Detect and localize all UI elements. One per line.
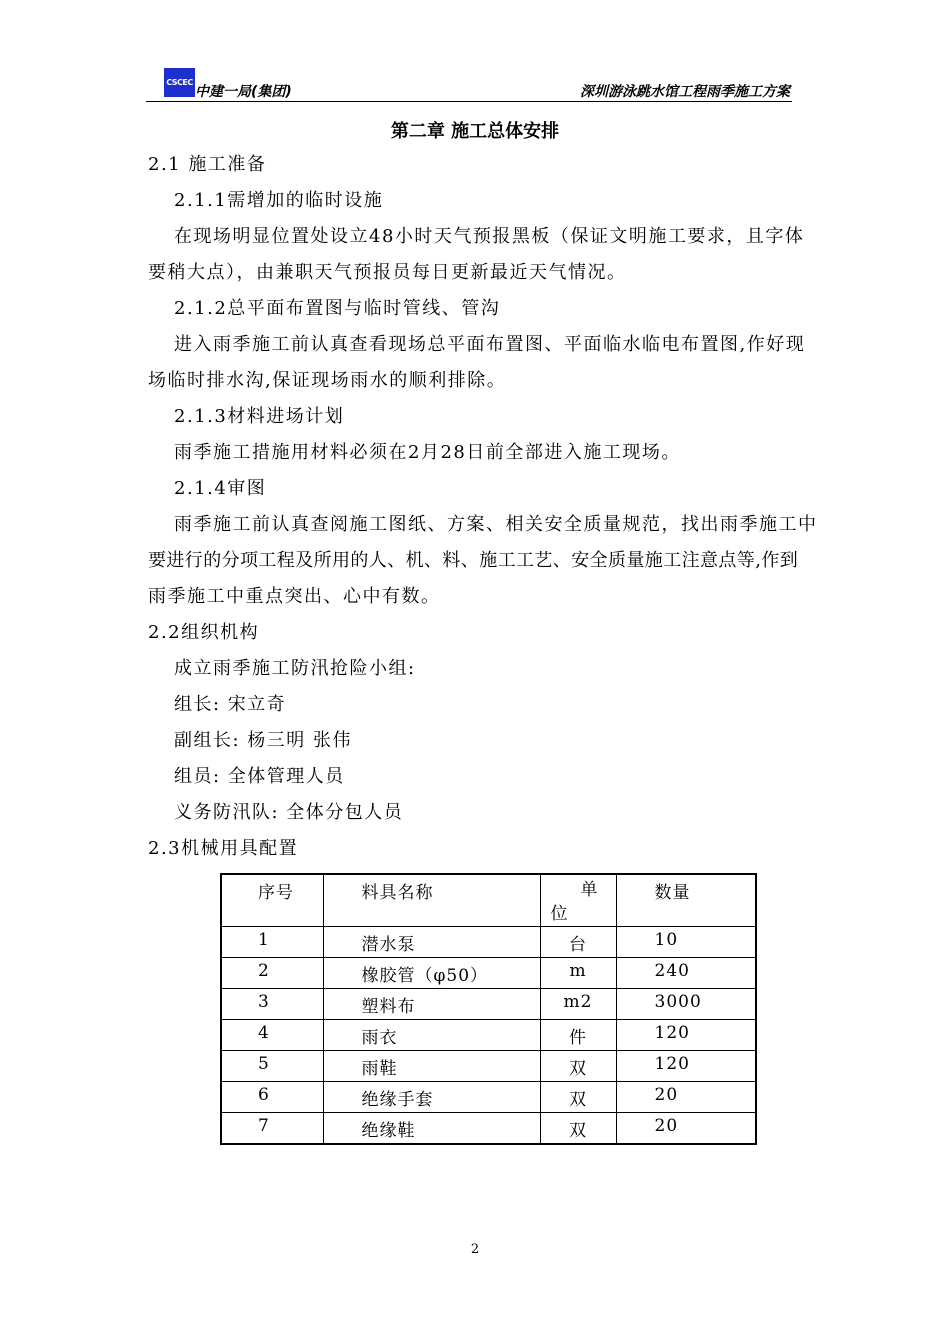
header-name: 料具名称 (323, 874, 540, 927)
paragraph-line: 雨季施工中重点突出、心中有数。 (148, 586, 441, 607)
company-logo: CSCEC (164, 68, 195, 97)
section-heading: 2.1 施工准备 (148, 154, 267, 175)
paragraph-line: 雨季施工措施用材料必须在2月28日前全部进入施工现场。 (174, 442, 681, 463)
paragraph-line: 在现场明显位置处设立48小时天气预报黑板（保证文明施工要求，且字体 (174, 226, 805, 247)
paragraph-line: 要稍大点），由兼职天气预报员每日更新最近天气情况。 (148, 262, 627, 283)
paragraph-line: 场临时排水沟,保证现场雨水的顺利排除。 (148, 370, 507, 391)
table-row (221, 958, 756, 989)
cell-name: 绝缘鞋 (323, 1113, 540, 1144)
header-unit (540, 874, 616, 927)
cell-name: 橡胶管（φ50） (323, 958, 540, 989)
table-row (221, 1113, 756, 1144)
subsection-heading: 2.1.2总平面布置图与临时管线、管沟 (174, 298, 501, 319)
cell-unit: m2 (540, 989, 616, 1020)
cell-qty: 20 (616, 1113, 756, 1144)
paragraph-line: 组员: 全体管理人员 (174, 766, 345, 787)
cell-unit: 双 (540, 1051, 616, 1082)
equipment-table (220, 873, 757, 1145)
header-unit-line2: 位 (550, 904, 569, 924)
subsection-heading: 2.1.4审图 (174, 478, 267, 499)
table-header-row (221, 874, 756, 927)
cell-no: 4 (221, 1020, 323, 1051)
cell-qty: 240 (616, 958, 756, 989)
header-qty: 数量 (616, 874, 756, 927)
cell-unit: 件 (540, 1020, 616, 1051)
cell-name: 潜水泵 (323, 927, 540, 958)
paragraph-line: 雨季施工前认真查阅施工图纸、方案、相关安全质量规范，找出雨季施工中 (174, 514, 818, 535)
page-header (146, 66, 792, 102)
table-row (221, 989, 756, 1020)
cell-no: 1 (221, 927, 323, 958)
paragraph-line: 组长: 宋立奇 (174, 694, 287, 715)
section-heading: 2.2组织机构 (148, 622, 260, 643)
cell-no: 5 (221, 1051, 323, 1082)
paragraph-line: 义务防汛队: 全体分包人员 (174, 802, 404, 823)
project-title: 深圳游泳跳水馆工程雨季施工方案 (580, 84, 790, 100)
paragraph-line: 副组长: 杨三明 张伟 (174, 730, 353, 751)
cell-qty: 10 (616, 927, 756, 958)
cell-unit: 双 (540, 1082, 616, 1113)
paragraph-line: 进入雨季施工前认真查看现场总平面布置图、平面临水临电布置图,作好现 (174, 334, 806, 355)
page-number: 2 (470, 1242, 480, 1257)
cell-qty: 120 (616, 1020, 756, 1051)
subsection-heading: 2.1.1需增加的临时设施 (174, 190, 384, 211)
cell-qty: 20 (616, 1082, 756, 1113)
header-unit-line1: 单 (580, 880, 599, 900)
table-row (221, 1051, 756, 1082)
table-row (221, 927, 756, 958)
paragraph-line: 要进行的分项工程及所用的人、机、料、施工工艺、安全质量施工注意点等,作到 (148, 550, 799, 571)
cell-qty: 3000 (616, 989, 756, 1020)
cell-unit: 台 (540, 927, 616, 958)
paragraph-line: 成立雨季施工防汛抢险小组: (174, 658, 416, 679)
table-row (221, 1020, 756, 1051)
cell-name: 塑料布 (323, 989, 540, 1020)
cell-unit: m (540, 958, 616, 989)
cell-no: 2 (221, 958, 323, 989)
cell-no: 6 (221, 1082, 323, 1113)
cell-no: 7 (221, 1113, 323, 1144)
company-name: 中建一局(集团) (195, 84, 292, 100)
cell-name: 绝缘手套 (323, 1082, 540, 1113)
cell-qty: 120 (616, 1051, 756, 1082)
cell-name: 雨鞋 (323, 1051, 540, 1082)
section-heading: 2.3机械用具配置 (148, 838, 299, 859)
chapter-title: 第二章 施工总体安排 (390, 121, 560, 142)
table-row (221, 1082, 756, 1113)
cell-unit: 双 (540, 1113, 616, 1144)
subsection-heading: 2.1.3材料进场计划 (174, 406, 345, 427)
cell-name: 雨衣 (323, 1020, 540, 1051)
cell-no: 3 (221, 989, 323, 1020)
header-no: 序号 (221, 874, 323, 927)
